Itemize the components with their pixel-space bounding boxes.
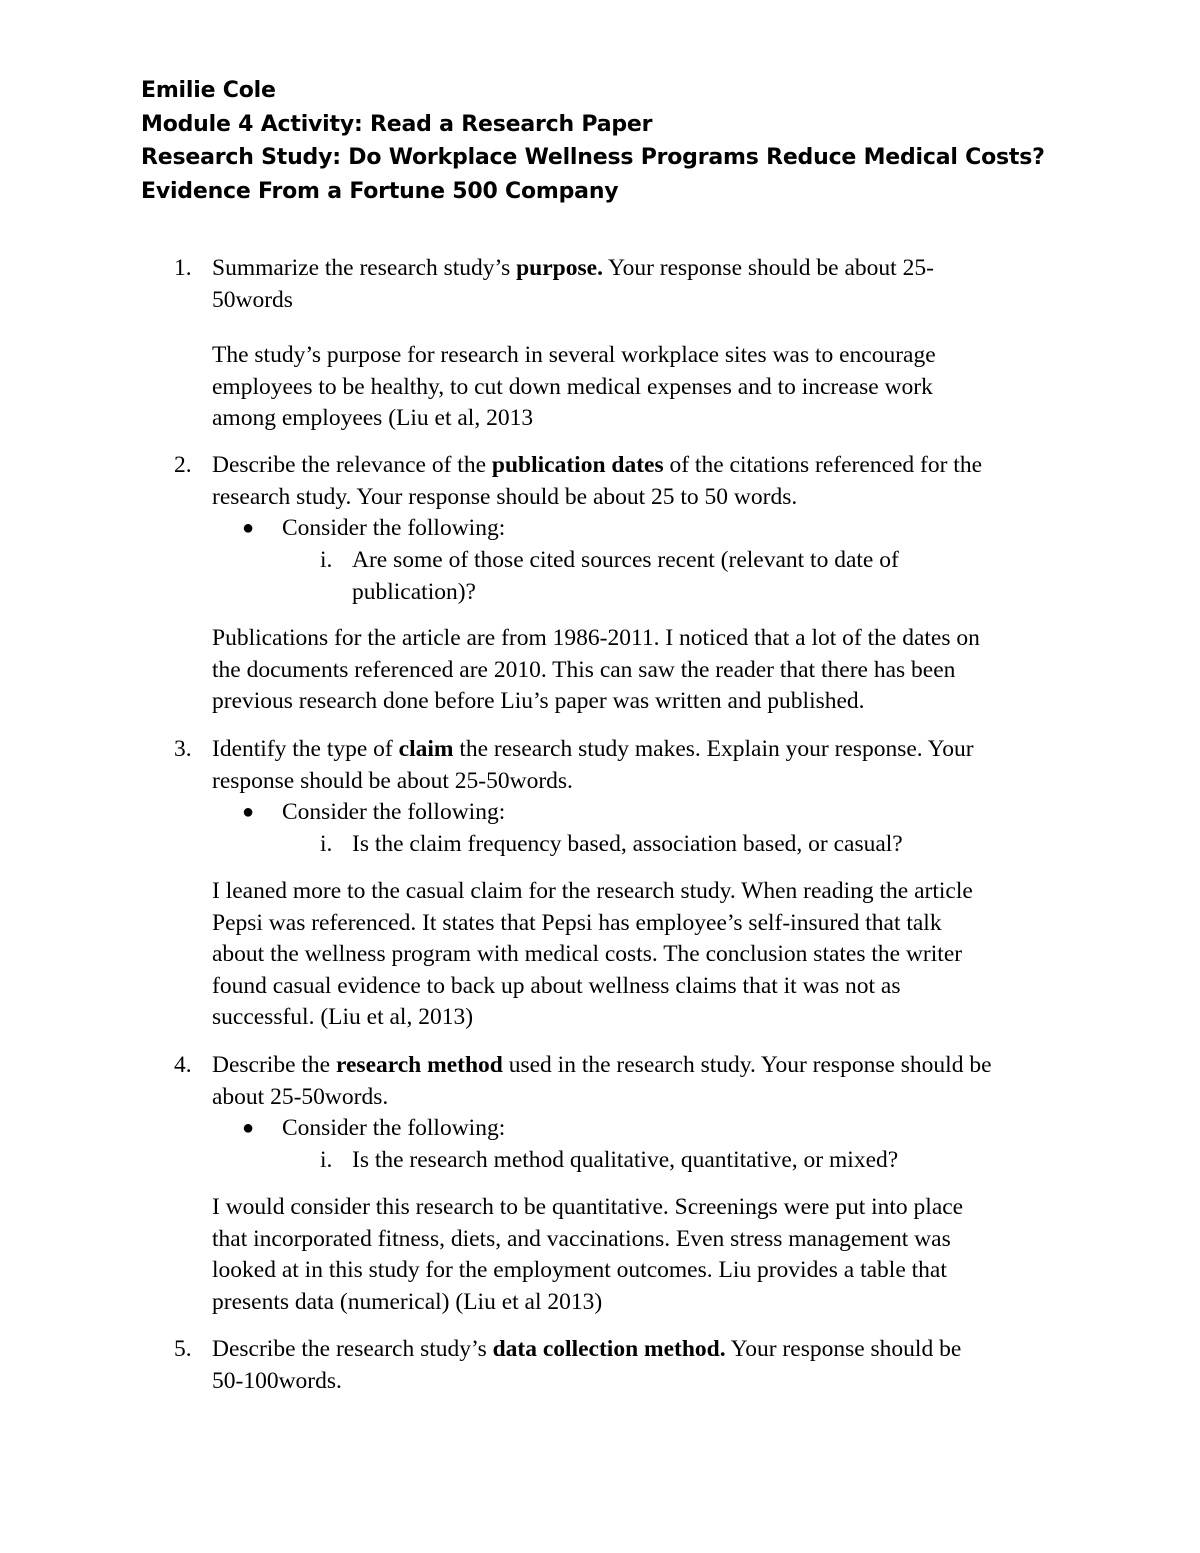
sub-item-text-line-1: Is the claim frequency based, association based, or casual? bbox=[352, 831, 903, 857]
sub-item bbox=[320, 1145, 899, 1177]
sub-item-text-line-2: publication)? bbox=[352, 578, 476, 605]
answer-line: the documents referenced are 2010. This can saw the reader that there has been bbox=[212, 656, 956, 683]
question-text-line-1: Identify the type of claim the research study makes. Explain your response. Your bbox=[212, 736, 974, 762]
answer-line: I leaned more to the casual claim for the research study. When reading the article bbox=[212, 878, 973, 904]
question-number: 5. bbox=[174, 1336, 192, 1362]
answer-1 bbox=[212, 340, 1112, 435]
answer-line: previous research done before Liu’s paper was written and published. bbox=[212, 688, 865, 714]
question-number: 2. bbox=[174, 452, 192, 478]
answer-line: I would consider this research to be quantitative. Screenings were put into place bbox=[212, 1194, 964, 1220]
answer-line: employees to be healthy, to cut down medical expenses and to increase work bbox=[212, 373, 933, 400]
question-text-line-1: Summarize the research study’s purpose. Your response should be about 25- bbox=[212, 255, 934, 281]
sub-item-text-line-1: Are some of those cited sources recent (relevant to date of bbox=[352, 547, 899, 573]
question-3 bbox=[174, 734, 1092, 797]
question-text-line-2: 50words bbox=[212, 286, 293, 313]
bullet-text: Consider the following: bbox=[282, 1115, 506, 1141]
question-number: 4. bbox=[174, 1052, 192, 1078]
module-title: Module 4 Activity: Read a Research Paper bbox=[141, 111, 653, 137]
study-title-line-1: Research Study: Do Workplace Wellness Programs Reduce Medical Costs? bbox=[141, 145, 1045, 170]
bullet-text: Consider the following: bbox=[282, 799, 506, 825]
answer-4 bbox=[212, 1192, 1112, 1318]
answer-line: that incorporated fitness, diets, and vaccinations. Even stress management was bbox=[212, 1225, 951, 1252]
answer-line: presents data (numerical) (Liu et al 2013) bbox=[212, 1288, 603, 1315]
question-text-line-1: Describe the research study’s data collection method. Your response should be bbox=[212, 1336, 962, 1362]
bullet-icon: ● bbox=[242, 1117, 255, 1139]
sub-item-number: i. bbox=[320, 1147, 333, 1173]
bullet-text: Consider the following: bbox=[282, 515, 506, 541]
question-1 bbox=[174, 253, 1092, 316]
sub-item-number: i. bbox=[320, 831, 333, 857]
question-5 bbox=[174, 1334, 1092, 1397]
question-text-line-1: Describe the research method used in the research study. Your response should be bbox=[212, 1052, 992, 1078]
answer-line: about the wellness program with medical costs. The conclusion states the writer bbox=[212, 941, 963, 967]
sub-item-number: i. bbox=[320, 547, 333, 573]
question-text-line-2: 50-100words. bbox=[212, 1367, 342, 1394]
answer-3 bbox=[212, 876, 1112, 1034]
sub-item-text-line-1: Is the research method qualitative, quantitative, or mixed? bbox=[352, 1147, 899, 1173]
answer-line: successful. (Liu et al, 2013) bbox=[212, 1004, 474, 1030]
question-number: 1. bbox=[174, 255, 192, 281]
bullet-icon: ● bbox=[242, 517, 255, 539]
question-number: 3. bbox=[174, 736, 192, 762]
author-name: Emilie Cole bbox=[141, 78, 276, 103]
answer-line: Pepsi was referenced. It states that Pepsi has employee’s self-insured that talk bbox=[212, 909, 942, 936]
question-text-line-2: response should be about 25-50words. bbox=[212, 767, 573, 794]
answer-2 bbox=[212, 623, 1112, 718]
question-text-line-1: Describe the relevance of the publication dates of the citations referenced for the bbox=[212, 452, 983, 478]
document-header bbox=[141, 74, 1045, 208]
bullet-icon: ● bbox=[242, 801, 255, 823]
study-title-line-2: Evidence From a Fortune 500 Company bbox=[141, 178, 619, 204]
answer-line: found casual evidence to back up about wellness claims that it was not as bbox=[212, 972, 901, 999]
sub-item bbox=[320, 545, 899, 608]
question-2 bbox=[174, 450, 1092, 513]
question-4 bbox=[174, 1050, 1092, 1113]
question-text-line-2: about 25-50words. bbox=[212, 1083, 389, 1110]
answer-line: Publications for the article are from 1986-2011. I noticed that a lot of the dates on bbox=[212, 625, 980, 651]
sub-item bbox=[320, 829, 903, 861]
answer-line: The study’s purpose for research in several workplace sites was to encourage bbox=[212, 342, 936, 368]
answer-line: looked at in this study for the employment outcomes. Liu provides a table that bbox=[212, 1257, 947, 1283]
answer-line: among employees (Liu et al, 2013 bbox=[212, 405, 534, 431]
question-text-line-2: research study. Your response should be about 25 to 50 words. bbox=[212, 483, 798, 510]
